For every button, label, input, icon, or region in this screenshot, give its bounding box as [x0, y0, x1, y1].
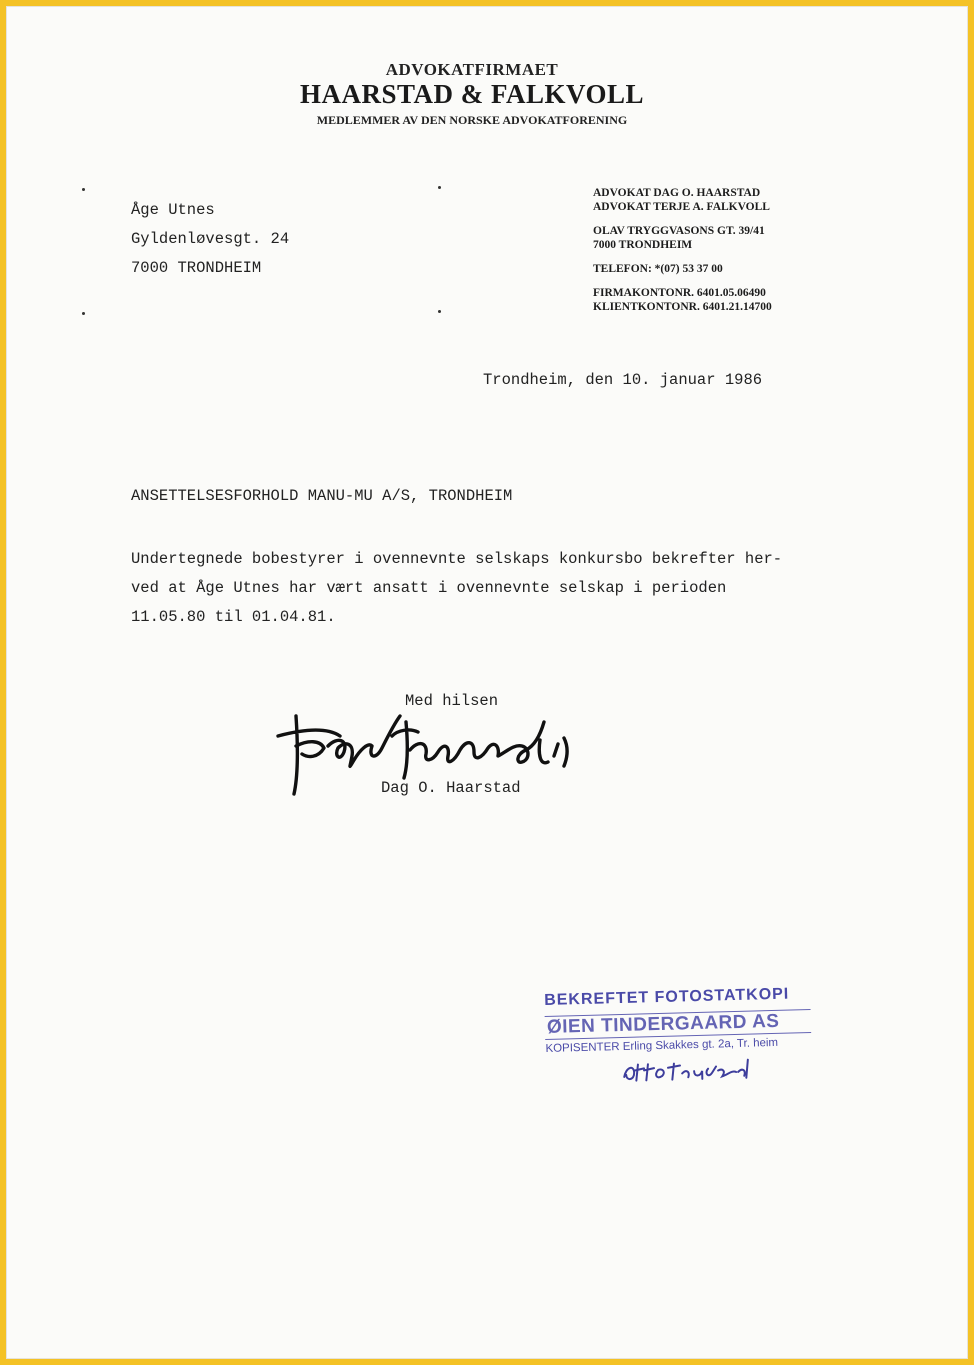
recipient-postal: 7000 TRONDHEIM	[131, 259, 262, 277]
lawyer-1: ADVOKAT DAG O. HAARSTAD	[593, 187, 761, 199]
stamp-line-2: ØIEN TINDERGAARD AS	[545, 1009, 812, 1040]
window-mark	[82, 312, 85, 315]
window-mark	[438, 310, 441, 313]
body-line-1: Undertegnede bobestyrer i ovennevnte selskaps konkursbo bekrefter her-	[131, 550, 783, 568]
signer-name: Dag O. Haarstad	[381, 779, 521, 797]
certification-stamp	[544, 985, 813, 1094]
body-line-2: ved at Åge Utnes har vært ansatt i ovennevnte selskap i perioden	[131, 579, 727, 597]
firm-account: FIRMAKONTONR. 6401.05.06490	[593, 287, 766, 299]
letterhead-membership: MEDLEMMER AV DEN NORSKE ADVOKATFORENING	[316, 113, 628, 127]
recipient-address	[131, 196, 289, 283]
firm-city: 7000 TRONDHEIM	[593, 239, 693, 251]
date-line: Trondheim, den 10. januar 1986	[483, 371, 763, 389]
firm-info	[593, 186, 772, 324]
letterhead-firm-type: ADVOKATFIRMAET	[385, 60, 559, 79]
stamp-line-3: KOPISENTER Erling Skakkes gt. 2a, Tr. heim	[545, 1036, 779, 1055]
client-account: KLIENTKONTONR. 6401.21.14700	[593, 301, 772, 313]
window-mark	[82, 188, 85, 191]
window-mark	[438, 186, 441, 189]
letterhead-firm-name: HAARSTAD & FALKVOLL	[300, 79, 644, 109]
firm-street: OLAV TRYGGVASONS GT. 39/41	[593, 225, 765, 237]
recipient-name: Åge Utnes	[131, 201, 215, 219]
body-text	[131, 545, 831, 632]
body-line-3: 11.05.80 til 01.04.81.	[131, 608, 336, 626]
recipient-street: Gyldenløvesgt. 24	[131, 230, 290, 248]
subject-line: ANSETTELSESFORHOLD MANU-MU A/S, TRONDHEIM	[131, 487, 513, 505]
stamp-line-1: BEKREFTET FOTOSTATKOPI	[544, 985, 790, 1009]
lawyer-2: ADVOKAT TERJE A. FALKVOLL	[593, 201, 770, 213]
stamp-signature-scribble	[618, 1053, 759, 1087]
closing: Med hilsen	[405, 692, 499, 710]
letter-page	[6, 6, 968, 1359]
firm-phone: TELEFON: *(07) 53 37 00	[593, 263, 723, 275]
